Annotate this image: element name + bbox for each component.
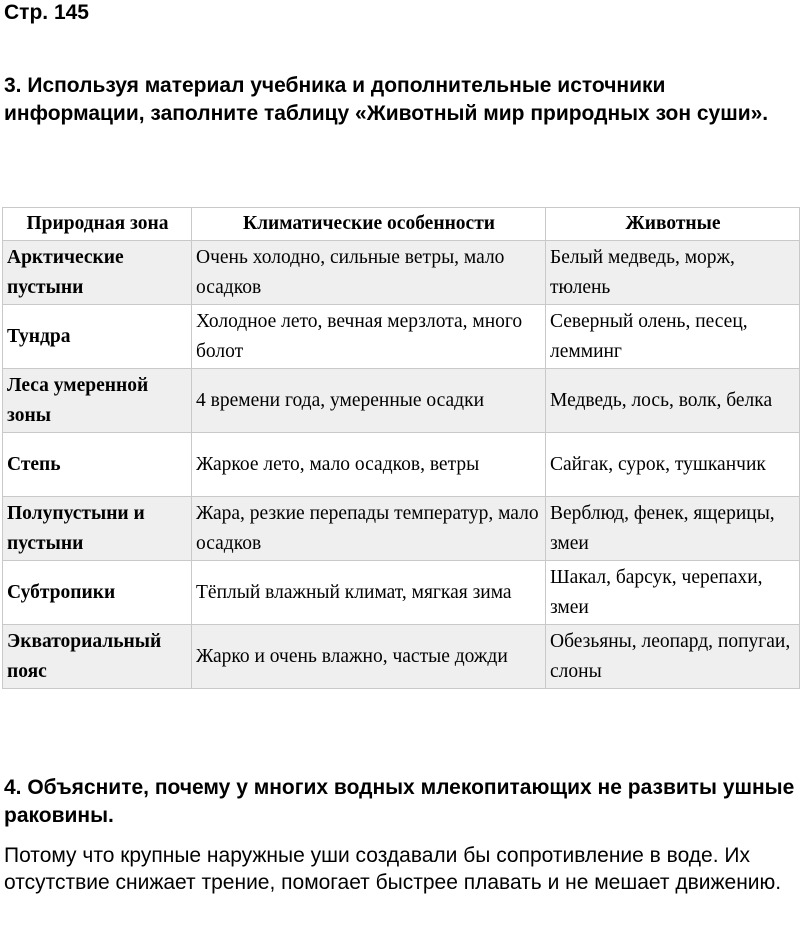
- table-row: [3, 497, 800, 561]
- page-number: Стр. 145: [4, 1, 89, 24]
- animals-cell: Верблюд, фенек, ящерицы, змеи: [546, 497, 800, 561]
- question-4-text: 4. Объясните, почему у многих водных млекопитающих не развиты ушные раковины.: [4, 776, 795, 827]
- table-row: [3, 561, 800, 625]
- animals-cell: Северный олень, песец, лемминг: [546, 305, 800, 369]
- header-zone: Природная зона: [3, 208, 192, 241]
- climate-cell: Жаркое лето, мало осадков, ветры: [192, 433, 546, 497]
- zone-cell: Леса умеренной зоны: [3, 369, 192, 433]
- climate-cell: Очень холодно, сильные ветры, мало осадков: [192, 241, 546, 305]
- header-animals: Животные: [546, 208, 800, 241]
- zone-cell: Экваториальный пояс: [3, 625, 192, 689]
- natural-zones-table: [2, 207, 800, 689]
- animals-cell: Медведь, лось, волк, белка: [546, 369, 800, 433]
- question-3-text: 3. Используя материал учебника и дополнительные источники информации, заполните таблицу «Животный мир природных зон суши».: [4, 74, 769, 125]
- zone-cell: Тундра: [3, 305, 192, 369]
- animals-cell: Шакал, барсук, черепахи, змеи: [546, 561, 800, 625]
- zone-cell: Субтропики: [3, 561, 192, 625]
- header-climate: Климатические особенности: [192, 208, 546, 241]
- climate-cell: Жара, резкие перепады температур, мало осадков: [192, 497, 546, 561]
- table-row: [3, 625, 800, 689]
- answer-4-text: Потому что крупные наружные уши создавали бы сопротивление в воде. Их отсутствие снижает трение, помогает быстрее плавать и не мешает движению.: [4, 844, 782, 894]
- animals-cell: Белый медведь, морж, тюлень: [546, 241, 800, 305]
- animals-cell: Обезьяны, леопард, попугаи, слоны: [546, 625, 800, 689]
- climate-cell: Холодное лето, вечная мерзлота, много болот: [192, 305, 546, 369]
- climate-cell: 4 времени года, умеренные осадки: [192, 369, 546, 433]
- animals-cell: Сайгак, сурок, тушканчик: [546, 433, 800, 497]
- table-row: [3, 433, 800, 497]
- zone-cell: Арктические пустыни: [3, 241, 192, 305]
- table-row: [3, 369, 800, 433]
- zone-cell: Степь: [3, 433, 192, 497]
- zone-cell: Полупустыни и пустыни: [3, 497, 192, 561]
- climate-cell: Тёплый влажный климат, мягкая зима: [192, 561, 546, 625]
- table-row: [3, 241, 800, 305]
- table-header-row: [3, 208, 800, 241]
- table-row: [3, 305, 800, 369]
- climate-cell: Жарко и очень влажно, частые дожди: [192, 625, 546, 689]
